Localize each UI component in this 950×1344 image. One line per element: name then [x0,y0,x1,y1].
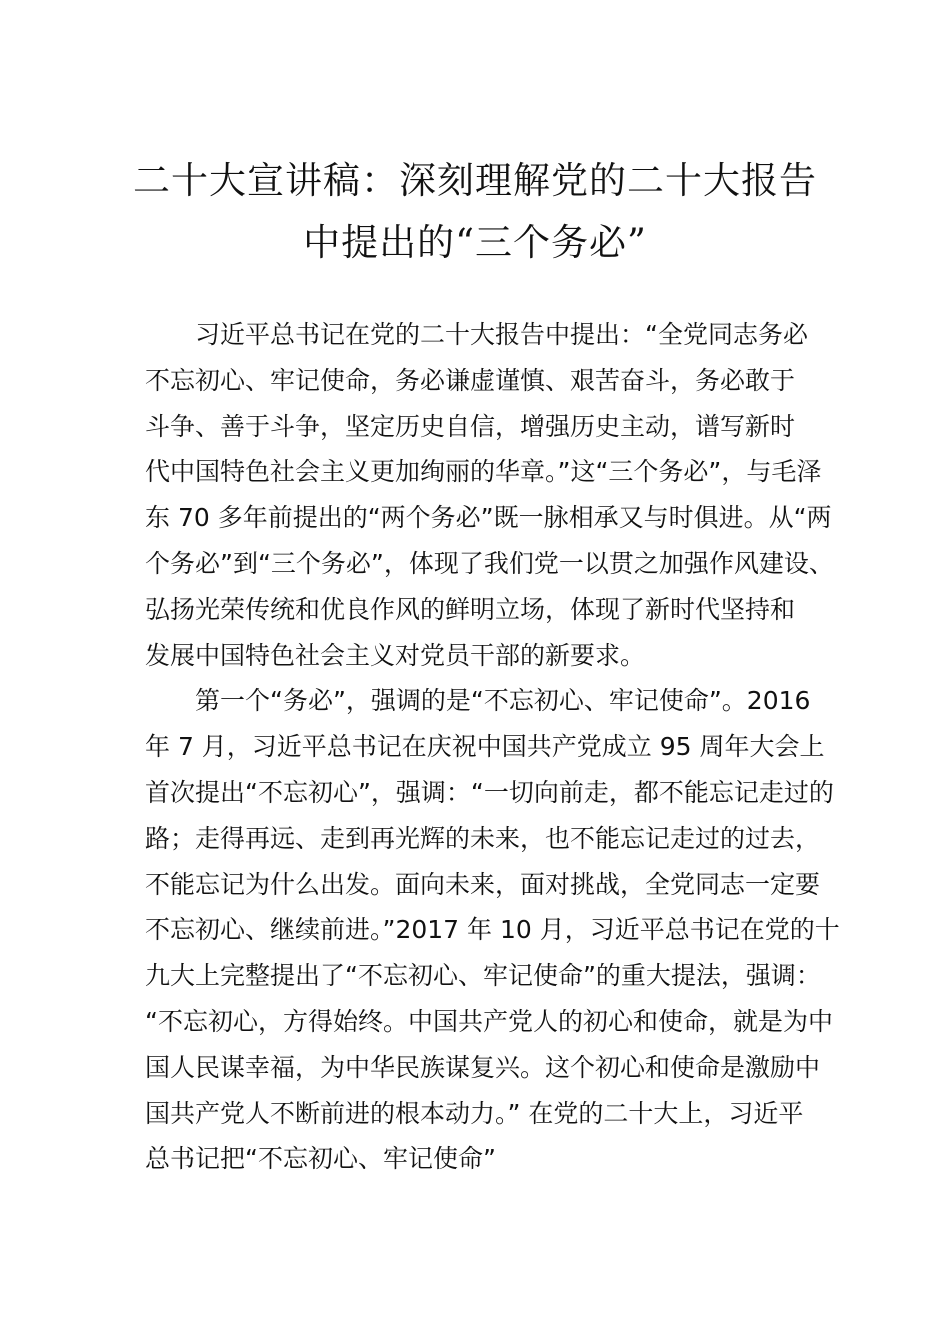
paragraph-line: 首次提出“不忘初心”，强调：“一切向前走，都不能忘记走过的 [145,777,834,807]
document-body [145,312,840,1182]
title-line-2: 中提出的“三个务必” [303,221,647,264]
document-title [90,150,860,274]
paragraph-line: 第一个“务必”，强调的是“不忘初心、牢记使命”。2016 [195,686,811,716]
paragraph-line: 国共产党人不断前进的根本动力。” 在党的二十大上，习近平 [145,1098,804,1128]
paragraph-line: 弘扬光荣传统和优良作风的鲜明立场，体现了新时代坚持和 [145,594,796,624]
paragraph-line: 东 70 多年前提出的“两个务必”既一脉相承又与时俱进。从“两 [145,503,832,533]
paragraph-line: 习近平总书记在党的二十大报告中提出：“全党同志务必 [195,320,808,349]
paragraph-line: 总书记把“不忘初心、牢记使命” [145,1144,496,1174]
paragraph-line: 个务必”到“三个务必”，体现了我们党一以贯之加强作风建设、 [145,548,834,578]
paragraph-line: “不忘初心，方得始终。中国共产党人的初心和使命，就是为中 [145,1006,833,1036]
paragraph-line: 国人民谋幸福，为中华民族谋复兴。这个初心和使命是激励中 [145,1052,821,1082]
paragraph-line: 不能忘记为什么出发。面向未来，面对挑战，全党同志一定要 [145,869,821,899]
paragraph-line: 年 7 月，习近平总书记在庆祝中国共产党成立 95 周年大会上 [145,732,825,762]
paragraph-line: 斗争、善于斗争，坚定历史自信，增强历史主动，谱写新时 [145,411,796,441]
paragraph-line: 不忘初心、牢记使命，务必谦虚谨慎、艰苦奋斗，务必敢于 [145,365,796,395]
paragraph-line: 不忘初心、继续前进。”2017 年 10 月，习近平总书记在党的十 [145,915,840,945]
paragraph-2 [145,678,840,1182]
paragraph-line: 九大上完整提出了“不忘初心、牢记使命”的重大提法，强调： [145,961,821,991]
paragraph-line: 代中国特色社会主义更加绚丽的华章。”这“三个务必”，与毛泽 [145,457,822,487]
title-line-1: 二十大宣讲稿：深刻理解党的二十大报告 [133,159,817,202]
paragraph-line: 路；走得再远、走到再光辉的未来，也不能忘记走过的过去， [145,823,821,853]
paragraph-line: 发展中国特色社会主义对党员干部的新要求。 [145,640,646,670]
paragraph-1 [145,312,834,678]
